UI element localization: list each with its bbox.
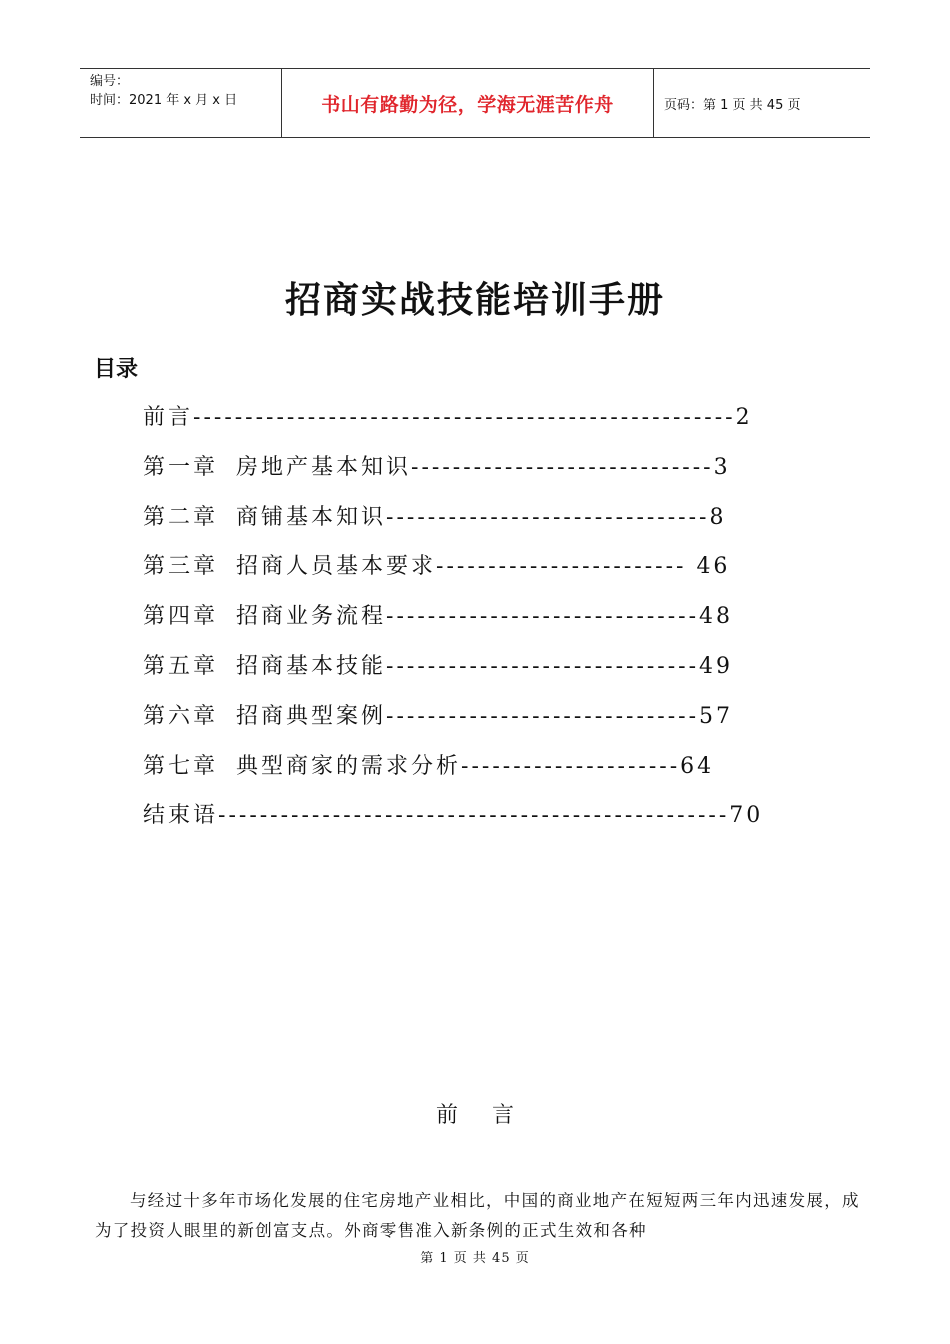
toc-item-chapter: 第三章 [143,554,219,580]
header-meta [80,69,282,137]
document-number-label: 编号： [90,74,130,89]
toc-item-chapter-2[interactable] [143,493,833,543]
toc-item-chapter: 第六章 [143,703,219,729]
toc-item-leader: ------------------------------------------------- [218,803,730,829]
toc-item-chapter: 第七章 [143,753,219,779]
document-title: 招商实战技能培训手册 [284,279,665,321]
toc-item-title: 招商典型案例 [236,703,387,729]
toc-item-preface[interactable] [143,393,833,443]
toc-item-leader: ------------------------------ [386,653,700,679]
toc-item-page: 70 [729,803,764,829]
toc-item-leader: ------------------------------ [386,604,700,630]
toc-item-page: 48 [699,604,734,630]
toc-item-title: 结束语 [143,803,219,829]
preface-title: 前言 [435,1103,548,1128]
header-motto-cell [282,69,654,137]
toc-item-leader: ------------------------------- [386,504,710,530]
toc-item-page: 3 [713,454,731,480]
toc-item-chapter: 第四章 [143,604,219,630]
toc-item-title: 典型商家的需求分析 [236,753,462,779]
toc-item-chapter: 第一章 [143,454,219,480]
toc-item-chapter-7[interactable] [143,742,833,792]
toc-item-page: 46 [696,554,731,580]
toc-item-chapter-3[interactable] [143,542,833,592]
preface-paragraph: 与经过十多年市场化发展的住宅房地产业相比，中国的商业地产在短短两三年内迅速发展，成为了投资人眼里的新创富支点。外商零售准入新条例的正式生效和各种 [95,1191,860,1240]
toc-item-chapter: 第二章 [143,504,219,530]
toc-item-chapter: 第五章 [143,653,219,679]
toc-item-page: 49 [699,653,734,679]
toc-item-page: 57 [699,703,734,729]
toc-heading: 目录 [94,357,139,382]
toc-item-page: 2 [735,405,753,430]
toc-item-title: 招商基本技能 [236,653,387,679]
toc-item-title: 招商业务流程 [236,604,387,630]
toc-item-title: 前言 [143,405,194,430]
toc-item-leader: ----------------------------- [411,454,714,480]
toc-item-title: 招商人员基本要求 [236,554,437,580]
toc-item-chapter-1[interactable] [143,443,833,493]
toc-item-leader: ------------------------ [436,554,697,580]
toc-item-leader: ------------------------------ [386,703,700,729]
toc-item-leader: --------------------- [461,753,681,779]
toc-item-title: 房地产基本知识 [236,454,412,480]
toc-item-chapter-6[interactable] [143,692,833,742]
toc-item-page: 64 [680,753,715,779]
toc-item-leader: ---------------------------------------------------- [193,405,736,430]
toc-item-chapter-4[interactable] [143,592,833,642]
toc-item-chapter-5[interactable] [143,642,833,692]
page-footer: 第 1 页 共 45 页 [420,1251,530,1266]
header-page-info-cell [654,69,870,137]
page-header [80,68,870,138]
header-motto: 书山有路勤为径，学海无涯苦作舟 [321,93,614,116]
toc-item-page: 8 [709,504,727,530]
document-date-label: 时间：2021 年 x 月 x 日 [90,93,238,108]
toc-item-conclusion[interactable] [143,791,833,841]
header-page-info: 页码：第 1 页 共 45 页 [664,97,801,113]
toc-item-title: 商铺基本知识 [236,504,387,530]
table-of-contents [143,393,833,841]
